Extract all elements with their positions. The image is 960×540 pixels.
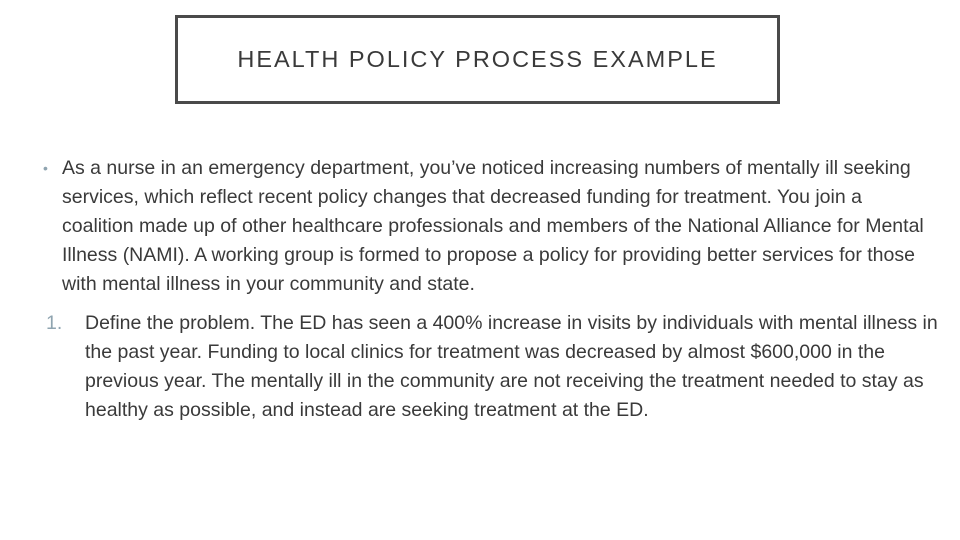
slide-body: [43, 154, 943, 425]
slide-title: HEALTH POLICY PROCESS EXAMPLE: [237, 46, 718, 72]
number-marker: 1.: [46, 312, 63, 334]
bullet-item: [43, 154, 943, 299]
numbered-item: [43, 309, 943, 425]
title-box: [175, 15, 780, 104]
bullet-marker: •: [43, 160, 48, 176]
bullet-text: As a nurse in an emergency department, you’ve noticed increasing numbers of mentally ill seeking services, which reflect recent policy changes that decreased funding for treatment. You join a coalition made up of other healthcare professionals and members of the National Alliance for Mental Illness (NAMI). A working group is formed to propose a policy for providing better services for those with mental illness in your community and state.: [62, 157, 924, 295]
numbered-text: Define the problem. The ED has seen a 400% increase in visits by individuals with mental illness in the past year. Funding to local clinics for treatment was decreased by almost $600,000 in the previous year. The mentally ill in the community are not receiving the treatment needed to stay as healthy as possible, and instead are seeking treatment at the ED.: [85, 312, 938, 421]
